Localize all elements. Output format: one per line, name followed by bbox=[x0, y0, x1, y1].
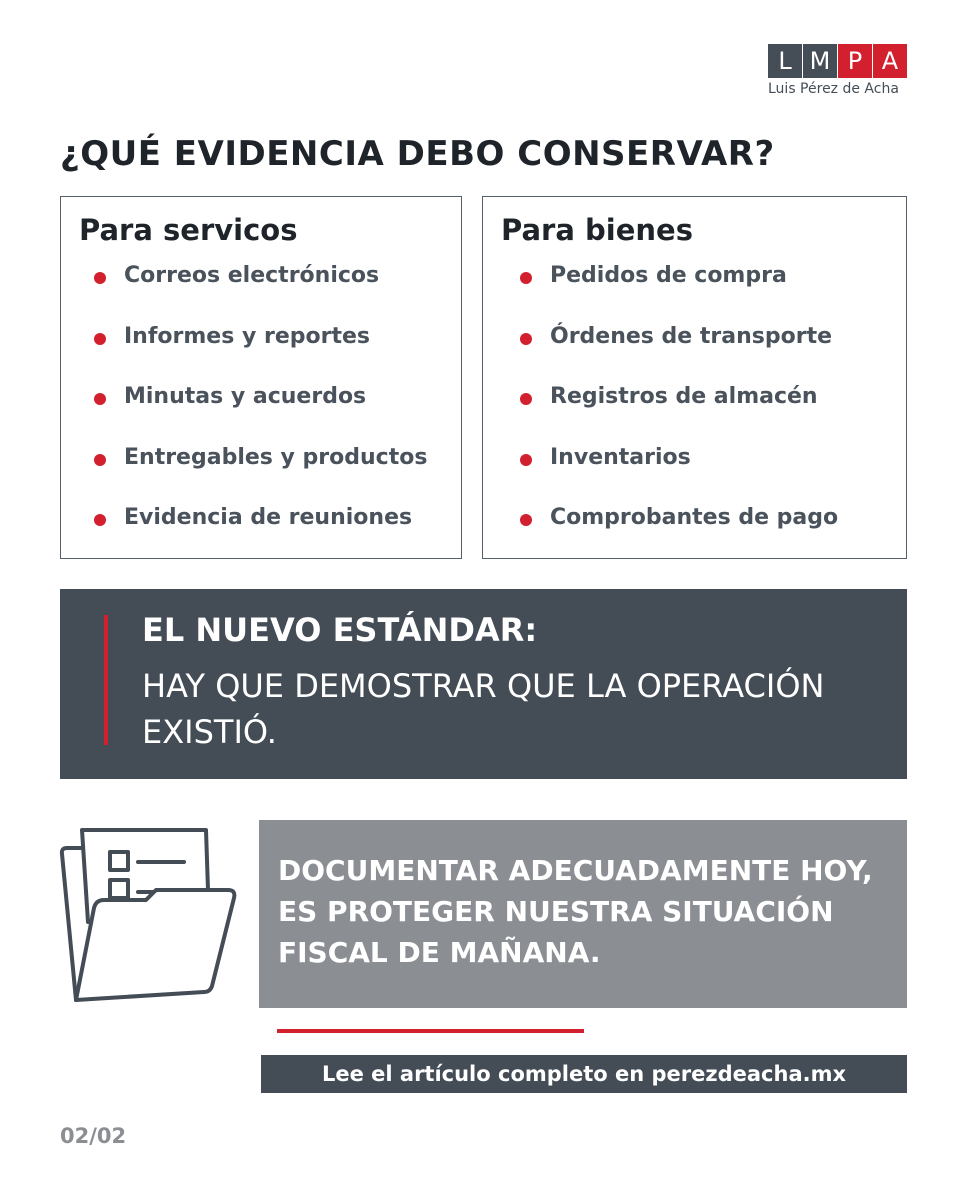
list-item bbox=[94, 384, 427, 445]
list-item-label: Pedidos de compra bbox=[550, 263, 787, 288]
goods-card bbox=[482, 196, 907, 559]
logo-name: Luis Pérez de Acha bbox=[768, 81, 899, 97]
bullet-dot-icon bbox=[520, 393, 532, 405]
closing-quote-text: DOCUMENTAR ADECUADAMENTE HOY, ES PROTEGER NUESTRA SITUACIÓN FISCAL DE MAÑANA. bbox=[278, 854, 873, 969]
standard-heading: EL NUEVO ESTÁNDAR: bbox=[142, 611, 538, 649]
services-card bbox=[60, 196, 462, 559]
accent-bar bbox=[104, 615, 108, 745]
list-item bbox=[520, 445, 838, 506]
bullet-dot-icon bbox=[520, 454, 532, 466]
page-title: ¿QUÉ EVIDENCIA DEBO CONSERVAR? bbox=[60, 134, 775, 174]
brand-logo bbox=[768, 44, 908, 97]
standard-body: HAY QUE DEMOSTRAR QUE LA OPERACIÓN EXISTIÓ. bbox=[142, 667, 825, 751]
list-item bbox=[520, 505, 838, 566]
goods-list bbox=[520, 263, 838, 566]
list-item bbox=[94, 324, 427, 385]
services-heading: Para servicos bbox=[79, 213, 298, 247]
logo-letter: A bbox=[873, 44, 907, 78]
goods-heading: Para bienes bbox=[501, 213, 693, 247]
list-item-label: Inventarios bbox=[550, 444, 691, 470]
new-standard-panel bbox=[60, 589, 907, 779]
bullet-dot-icon bbox=[520, 272, 532, 284]
logo-letter: M bbox=[803, 44, 837, 78]
list-item-label: Comprobantes de pago bbox=[550, 505, 839, 530]
list-item-label: Correos electrónicos bbox=[124, 263, 380, 288]
folder-documents-icon bbox=[58, 826, 240, 1006]
page-number: 02/02 bbox=[60, 1124, 127, 1148]
logo-letter: L bbox=[768, 44, 802, 78]
list-item bbox=[520, 263, 838, 324]
logo-letter: P bbox=[838, 44, 872, 78]
list-item-label: Entregables y productos bbox=[124, 444, 428, 470]
bullet-dot-icon bbox=[94, 393, 106, 405]
divider bbox=[277, 1029, 584, 1033]
logo-letters bbox=[768, 44, 908, 78]
services-list bbox=[94, 263, 427, 566]
list-item-label: Evidencia de reuniones bbox=[124, 505, 413, 530]
list-item bbox=[94, 505, 427, 566]
list-item-label: Órdenes de transporte bbox=[550, 323, 833, 349]
list-item-label: Minutas y acuerdos bbox=[124, 384, 367, 409]
bullet-dot-icon bbox=[520, 514, 532, 526]
list-item bbox=[94, 263, 427, 324]
bullet-dot-icon bbox=[94, 514, 106, 526]
bullet-dot-icon bbox=[94, 333, 106, 345]
article-link-banner[interactable]: Lee el artículo completo en perezdeacha.mx bbox=[261, 1055, 907, 1093]
closing-quote-panel bbox=[259, 820, 907, 1008]
list-item bbox=[94, 445, 427, 506]
list-item-label: Informes y reportes bbox=[124, 323, 370, 349]
list-item-label: Registros de almacén bbox=[550, 384, 818, 409]
bullet-dot-icon bbox=[94, 454, 106, 466]
list-item bbox=[520, 384, 838, 445]
bullet-dot-icon bbox=[520, 333, 532, 345]
list-item bbox=[520, 324, 838, 385]
bullet-dot-icon bbox=[94, 272, 106, 284]
